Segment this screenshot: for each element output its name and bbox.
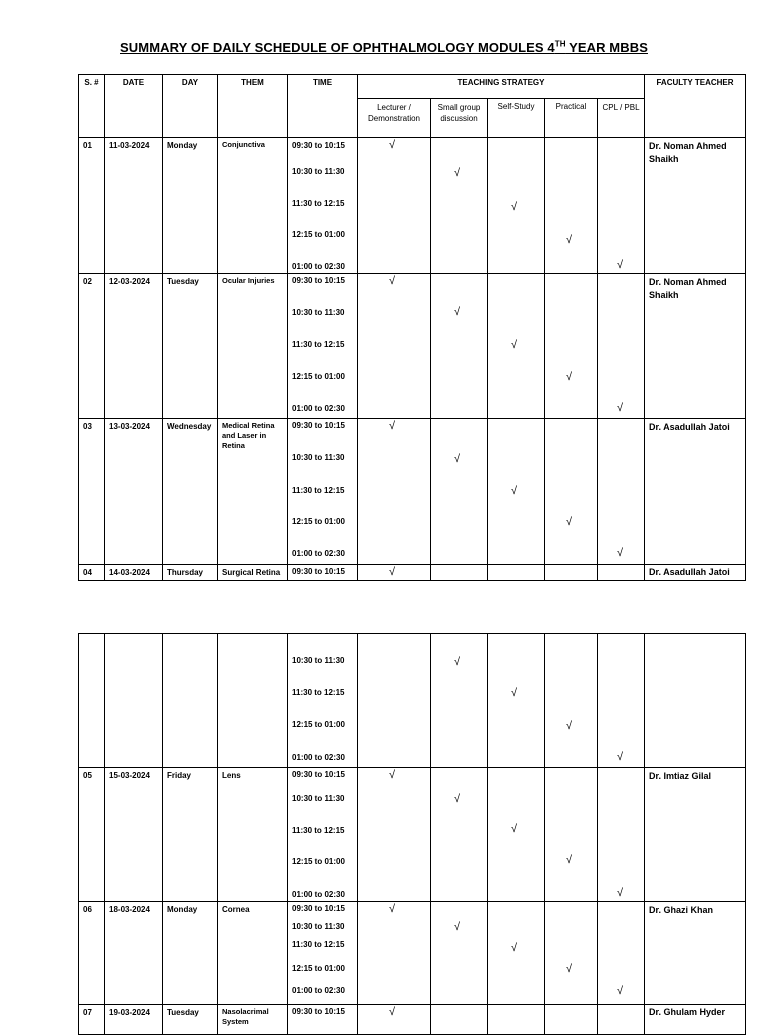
- time-slot: 09:30 to 10:15: [292, 1007, 345, 1016]
- table-row: [79, 902, 746, 1005]
- row-date: 13-03-2024: [109, 422, 150, 431]
- time-slot: 11:30 to 12:15: [292, 486, 345, 495]
- check-icon: √: [566, 234, 573, 246]
- row-faculty: Dr. Ghulam Hyder: [649, 1007, 726, 1017]
- row-day: Monday: [167, 905, 198, 914]
- time-slot: 12:15 to 01:00: [292, 517, 345, 526]
- check-icon: √: [389, 903, 396, 915]
- row-topic: Surgical Retina: [222, 568, 281, 577]
- time-slot: 01:00 to 02:30: [292, 404, 345, 413]
- time-slot: 09:30 to 10:15: [292, 421, 345, 430]
- row-day: Tuesday: [167, 277, 199, 286]
- check-icon: √: [511, 942, 518, 954]
- check-icon: √: [454, 453, 461, 465]
- header-cpl-pbl: CPL / PBL: [598, 99, 645, 138]
- table-row: [79, 1005, 746, 1035]
- row-topic: Cornea: [222, 905, 250, 914]
- check-icon: √: [389, 139, 396, 151]
- header-practical: Practical: [545, 99, 598, 138]
- check-icon: √: [617, 887, 624, 899]
- header-date: DATE: [105, 75, 163, 138]
- time-slot: 10:30 to 11:30: [292, 453, 345, 462]
- row-day: Thursday: [167, 568, 204, 577]
- header-them: THEM: [218, 75, 288, 138]
- row-faculty: Dr. Asadullah Jatoi: [649, 422, 730, 432]
- table-row: [79, 565, 746, 581]
- row-faculty: Dr. Imtiaz Gilal: [649, 771, 712, 781]
- time-slot: 11:30 to 12:15: [292, 688, 345, 697]
- row-topic: Lens: [222, 771, 241, 780]
- check-icon: √: [511, 485, 518, 497]
- row-faculty: Dr. Asadullah Jatoi: [649, 567, 730, 577]
- check-icon: √: [389, 1006, 396, 1018]
- check-icon: √: [389, 566, 396, 578]
- time-slot: 01:00 to 02:30: [292, 549, 345, 558]
- time-slot: 09:30 to 10:15: [292, 904, 345, 913]
- row-day: Monday: [167, 141, 198, 150]
- check-icon: √: [566, 720, 573, 732]
- header-teaching-strategy: TEACHING STRATEGY: [358, 75, 645, 99]
- time-slot: 11:30 to 12:15: [292, 199, 345, 208]
- check-icon: √: [511, 687, 518, 699]
- row-date: 19-03-2024: [109, 1008, 150, 1017]
- time-slot: 01:00 to 02:30: [292, 890, 345, 899]
- title-text: SUMMARY OF DAILY SCHEDULE OF OPHTHALMOLOGY MODULES 4: [120, 40, 555, 56]
- check-icon: √: [566, 854, 573, 866]
- time-slot: 12:15 to 01:00: [292, 857, 345, 866]
- time-slot: 11:30 to 12:15: [292, 940, 345, 949]
- time-slot: 01:00 to 02:30: [292, 753, 345, 762]
- row-date: 15-03-2024: [109, 771, 150, 780]
- row-sno: 02: [83, 277, 92, 286]
- time-slot: 11:30 to 12:15: [292, 340, 345, 349]
- row-date: 18-03-2024: [109, 905, 150, 914]
- check-icon: √: [511, 339, 518, 351]
- time-slot: 10:30 to 11:30: [292, 794, 345, 803]
- row-sno: 03: [83, 422, 92, 431]
- check-icon: √: [617, 402, 624, 414]
- row-day: Friday: [167, 771, 192, 780]
- time-slot: 11:30 to 12:15: [292, 826, 345, 835]
- row-date: 12-03-2024: [109, 277, 150, 286]
- check-icon: √: [566, 371, 573, 383]
- check-icon: √: [454, 656, 461, 668]
- schedule-table-page-1: [78, 74, 746, 581]
- check-icon: √: [454, 167, 461, 179]
- time-slot: 12:15 to 01:00: [292, 230, 345, 239]
- time-slot: 10:30 to 11:30: [292, 308, 345, 317]
- check-icon: √: [566, 963, 573, 975]
- row-date: 14-03-2024: [109, 568, 150, 577]
- document-title: [0, 40, 768, 55]
- header-lecturer: Lecturer / Demonstration: [358, 99, 431, 138]
- table-row: [79, 274, 746, 419]
- check-icon: √: [617, 547, 624, 559]
- row-topic: Conjunctiva: [222, 140, 265, 149]
- time-slot: 10:30 to 11:30: [292, 167, 345, 176]
- time-slot: 09:30 to 10:15: [292, 567, 345, 576]
- time-slot: 12:15 to 01:00: [292, 372, 345, 381]
- header-day: DAY: [163, 75, 218, 138]
- row-day: Tuesday: [167, 1008, 199, 1017]
- check-icon: √: [617, 259, 624, 271]
- check-icon: √: [617, 751, 624, 763]
- check-icon: √: [454, 306, 461, 318]
- row-sno: 01: [83, 141, 92, 150]
- check-icon: √: [389, 769, 396, 781]
- check-icon: √: [511, 201, 518, 213]
- table-row: [79, 634, 746, 768]
- row-date: 11-03-2024: [109, 141, 150, 150]
- check-icon: √: [389, 275, 396, 287]
- time-slot: 01:00 to 02:30: [292, 986, 345, 995]
- time-slot: 12:15 to 01:00: [292, 964, 345, 973]
- row-sno: 05: [83, 771, 92, 780]
- header-sno: S. #: [79, 75, 105, 138]
- row-sno: 06: [83, 905, 92, 914]
- header-time: TIME: [288, 75, 358, 138]
- table-row: [79, 138, 746, 274]
- row-faculty: Dr. Noman Ahmed Shaikh: [649, 277, 727, 300]
- check-icon: √: [454, 921, 461, 933]
- time-slot: 01:00 to 02:30: [292, 262, 345, 271]
- check-icon: √: [389, 420, 396, 432]
- row-faculty: Dr. Ghazi Khan: [649, 905, 714, 915]
- title-tail: YEAR MBBS: [565, 40, 648, 56]
- time-slot: 12:15 to 01:00: [292, 720, 345, 729]
- time-slot: 10:30 to 11:30: [292, 922, 345, 931]
- row-topic: Medical Retina and Laser in Retina: [222, 421, 275, 450]
- row-sno: 04: [83, 568, 92, 577]
- row-faculty: Dr. Noman Ahmed Shaikh: [649, 141, 727, 164]
- title-superscript: TH: [554, 40, 566, 49]
- time-slot: 09:30 to 10:15: [292, 141, 345, 150]
- time-slot: 09:30 to 10:15: [292, 276, 345, 285]
- row-topic: Ocular Injuries: [222, 276, 275, 285]
- schedule-table-page-2: [78, 633, 746, 1035]
- check-icon: √: [617, 985, 624, 997]
- time-slot: 09:30 to 10:15: [292, 770, 345, 779]
- row-topic: Nasolacrimal System: [222, 1007, 269, 1026]
- table-row: [79, 419, 746, 565]
- table-row: [79, 768, 746, 902]
- header-self-study: Self-Study: [488, 99, 545, 138]
- time-slot: 10:30 to 11:30: [292, 656, 345, 665]
- row-day: Wednesday: [167, 422, 212, 431]
- header-faculty: FACULTY TEACHER: [645, 75, 746, 138]
- check-icon: √: [511, 823, 518, 835]
- row-sno: 07: [83, 1008, 92, 1017]
- check-icon: √: [454, 793, 461, 805]
- check-icon: √: [566, 516, 573, 528]
- header-small-group: Small group discussion: [431, 99, 488, 138]
